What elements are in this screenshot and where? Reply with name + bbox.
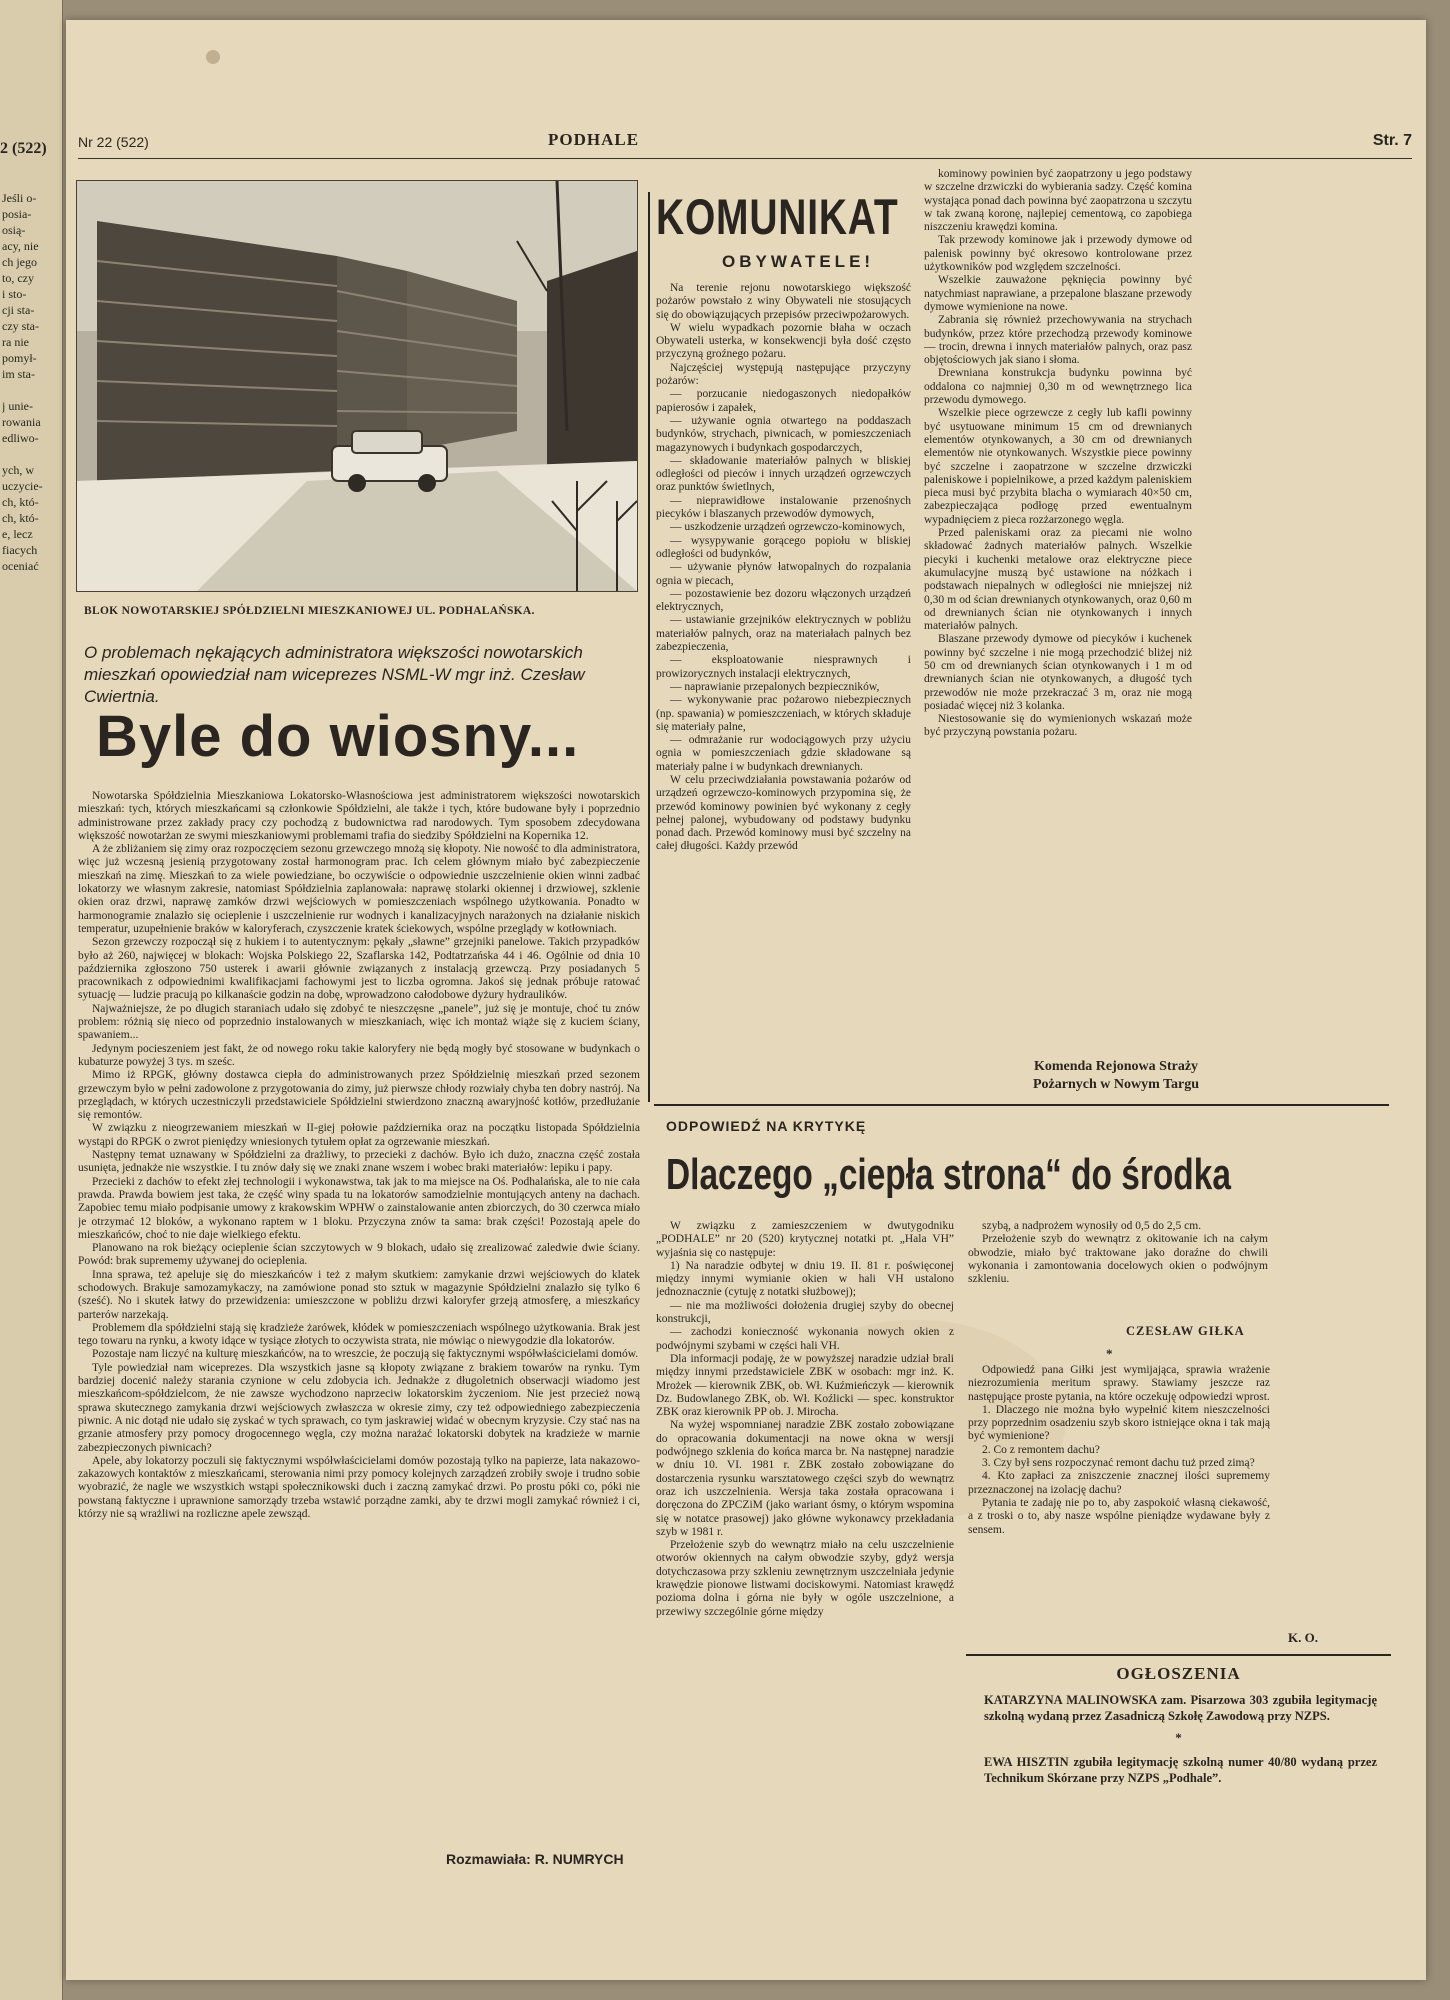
previous-page-line: posia- (2, 207, 32, 221)
previous-page-line: j unie- (2, 399, 33, 413)
krytyka-author: CZESŁAW GIŁKA (1126, 1324, 1245, 1338)
paragraph: Blaszane przewody dymowe od piecyków i kuchenek powinny być szczelne i nie mogą przechodzić bliżej niż 50 cm od drewnianych ścian otynkowanych i 1 m od drewnianych ścian nie otynkowanych, a długość tych przewodów nie może przekraczać 3 m, oraz nie mogą posiadać więcej niż 3 kolanka. (924, 633, 1192, 712)
komunikat-column-1 (656, 282, 911, 1102)
paragraph: 3. Czy był sens rozpoczynać remont dachu tuż przed zimą? (982, 1457, 1255, 1470)
section-label-krytyka: ODPOWIEDŹ NA KRYTYKĘ (666, 1118, 867, 1134)
paragraph: Jedynym pocieszeniem jest fakt, że od nowego roku takie kaloryfery nie będą mogły być stosowane w budynkach o kubaturze powyżej 3 tys. m sześc. (78, 1042, 640, 1068)
paragraph: Przełożenie szyb do wewnątrz z okitowanie ich na całym obwodzie, miało być traktowane jako doraźne do chwili wykonania i zamontowania docelowych okien o podwójnym szkleniu. (968, 1233, 1268, 1286)
paragraph: — ustawianie grzejników elektrycznych w pobliżu materiałów palnych, oraz na materiałach palnych bez zabezpieczenia, (656, 614, 911, 654)
krytyka-column-2 (968, 1220, 1268, 1320)
paragraph: W celu przeciwdziałania powstawania pożarów od urządzeń ogrzewczo-kominowych przypomina się, że przewód kominowy powinien być wykonany z cegły pełnej palonej, wybudowany od podstawy budynku ponad dach. Przewód kominowy musi być szczelny na całej długości. Każdy przewód (656, 773, 911, 853)
ad-item: EWA HISZTIN zgubiła legitymację szkolną numer 40/80 wydaną przez Technikum Skórzane przy NZPS „Podhale”. (984, 1755, 1377, 1785)
previous-page-line: pomył- (2, 351, 37, 365)
paragraph: Przecieki z dachów to efekt złej technologii i wykonawstwa, tak jak to ma miejsce na Oś. Podhalańska, ale to nie cała prawda. Prawda bowiem jest taka, że część winy spada tu na lokatorów samodzielnie montujących anteny na dachach. Zapobiec temu miało podpisanie umowy z krakowskim WPHW o zainstalowanie anten zbiorczych, do 30 czerwca miało je otrzymać 12 bloków, a wykonano raptem w 1 bloku. Przyczyna znów ta sama: brak części! Pozostają apele do mieszkańców, choć to nie daje wielkiego efektu. (78, 1175, 640, 1241)
paragraph: Na terenie rejonu nowotarskiego większość pożarów powstało z winy Obywateli nie stosujących się do obowiązujących przepisów przeciwpożarowych. (656, 282, 911, 321)
paragraph: — naprawianie przepalonych bezpieczników, (670, 680, 880, 693)
previous-page-line: edliwo- (2, 431, 39, 445)
star-separator: * (1106, 1346, 1113, 1361)
paragraph: Tyle powiedział nam wiceprezes. Dla wszystkich jasne są kłopoty związane z brakiem towarów na rynku. Tym bardziej docenić należy starania czynione w celu zdobycia ich. Jednakże z długoletnich obserwacji wiadomo jest mieszkańcom-spółdzielcom, że nie zawsze wychodzono naprzeciw lokatorskim życzeniom. Nie jest przecież nową sprawa skutecznego zamykania drzwi wejściowych zwłaszcza w okresie zimy, czy też odpowiedniego zabezpieczenia piwnic. A nic dotąd nie udało się zyskać w tych sprawach, co tym jaskrawiej widać w obecnym kryzysie. Czy stać nas na grzanie atmosfery przy pomocy drogocennego węgla, czy można narażać lokatorski dobytek na kradzieże w marnie zabezpieczonych piwnicach? (78, 1361, 640, 1454)
paragraph: kominowy powinien być zaopatrzony u jego podstawy w szczelne drzwiczki do wybierania sadzy. Część komina wystająca ponad dach powinna być zaopatrzona u szczytu w tak zwaną koronę, najlepiej cementową, co zapobiega niszczeniu krawędzi komina. (924, 168, 1192, 234)
previous-page-text (2, 190, 60, 574)
previous-page-line: ych, w (2, 463, 34, 477)
previous-page-line: to, czy (2, 271, 34, 285)
previous-page-line: fiacych (2, 543, 38, 557)
previous-page-line (2, 446, 60, 462)
paragraph: Najważniejsze, że po długich staraniach udało się zdobyć te nieszczęsne „panele”, już się je montuje, choć tu znów problem: różnią się nieco od poprzednio instalowanych w mieszkaniach, więc ich montaż wiąże się z kuciem ściany, spawaniem... (78, 1002, 640, 1042)
komunikat-signature-line-2: Pożarnych w Nowym Targu (1032, 1077, 1200, 1092)
article-signature: Rozmawiała: R. NUMRYCH (446, 1851, 624, 1867)
paragraph: Wszelkie piece ogrzewcze z cegły lub kafli powinny być usytuowane minimum 15 cm od drewnianych elementów otynkowanych, a 30 cm od drewnianych elementów nie otynkowanych. Wszystkie piece powinny być szczelne i zaopatrzone w szczelne drzwiczki paleniskowe i popielnikowe, a przed każdym paleniskiem pieca musi być przybita blacha o wymiarach 40×50 cm, zabezpieczająca podłogę przed ewentualnym wypadnięciem z pieca rozżarzonego węgla. (924, 407, 1192, 526)
article-headline-ciepla-strona: Dlaczego „ciepła strona“ do środka (666, 1150, 1231, 1199)
star-separator: * (1175, 1730, 1182, 1745)
paragraph: Pytania te zadaję nie po to, aby zaspokoić własną ciekawość, a z troski o to, aby nasze wspólne pieniądze wydawane były z sensem. (968, 1496, 1270, 1536)
paragraph: — pozostawienie bez dozoru włączonych urządzeń elektrycznych, (656, 587, 911, 614)
paragraph: Niestosowanie się do wymienionych wskazań może być przyczyną powstania pożaru. (924, 713, 1192, 739)
paragraph: — nieprawidłowe instalowanie przenośnych piecyków i blaszanych przewodów dymowych, (656, 494, 911, 521)
paragraph: Mimo iż RPGK, główny dostawca ciepła do administrowanych przez Spółdzielnię mieszkań przed sezonem grzewczym było w pełni zadowolone z przygotowania do zimy, już pierwsze chłody rozwiały chyba ten dobry nastrój. Na przeglądach, w których uczestniczyli przedstawiciele Spółdzielni stwierdzono znaczną awaryjność kotłów, przedłużanie się remontów. (78, 1069, 640, 1122)
paragraph: W wielu wypadkach pozornie błaha w oczach Obywateli usterka, w konsekwencji była dość często przyczyną groźnego pożaru. (656, 321, 911, 361)
paragraph: Planowano na rok bieżący ocieplenie ścian szczytowych w 9 blokach, udało się zrealizować zaledwie dwie ściany. Powód: brak suprememy używanej do ocieplenia. (78, 1242, 640, 1268)
paragraph: 2. Co z remontem dachu? (982, 1443, 1100, 1456)
previous-page-line: ch, któ- (2, 511, 39, 525)
previous-page-line: osią- (2, 223, 26, 237)
previous-page-line: oceniać (2, 559, 39, 573)
paragraph: A że zbliżaniem się zimy oraz rozpoczęciem sezonu grzewczego mnożą się kłopoty. Nie nowość to dla administratora, więc już wczesną jesienią przygotowany został harmonogram prac. Ich celem głównym miało być zabezpieczenie mieszkań na zimę. Mieszkań to za wiele powiedziane, bo oczywiście o odpowiednie uszczelnienie okien winni zadbać lokatorzy we własnym zakresie, natomiast Spółdzielnia zaplanowała: naprawę stolarki okiennej i drzwiowej, szklenie okien oraz drzwi, naprawę zamków drzwi wejściowych w pomieszczeniach wspólnego użytkowania. Ponadto w harmonogramie znalazło się ocieplenie i uszczelnienie rur wodnych i kanalizacyjnych narażonych na działanie niskich temperatur, uzupełnienie braków w kaloryferach, czyszczenie kratek ściekowych, wspólne przeglądy w kotłowniach. (78, 843, 640, 935)
paragraph: Inna sprawa, też apeluje się do mieszkańców i też z małym skutkiem: zamykanie drzwi wejściowych do klatek schodowych. Brakuje samozamykaczy, na zamówione ponad sto sztuk w magazynie Spółdzielni znalazło się tylko 6 (sześć). No i skutek łatwy do przewidzenia: umieszczone w pobliżu drzwi kaloryfer grzeją atmosferę, a mieszkańcy parterów narzekają. (78, 1268, 640, 1321)
komunikat-signature-line-1: Komenda Rejonowa Straży (1033, 1059, 1199, 1074)
paragraph: 4. Kto zapłaci za zniszczenie znacznej ilości suprememy przeznaczonej na izolację dachu? (968, 1470, 1270, 1496)
article-lead: O problemach nękających administratora większości nowotarskich mieszkań opowiedział nam wiceprezes NSML-W mgr inż. Czesław Cwiertnia. (84, 643, 585, 706)
previous-page-issue: 2 (522) (0, 140, 47, 157)
ads-box (966, 1654, 1391, 1856)
paragraph: W związku z nieogrzewaniem mieszkań w II-giej połowie października oraz na początku listopada Spółdzielnia wystąpi do RPGK o zwrot pieniędzy wniesionych tytułem opłat za ogrzewanie mieszkań. (78, 1122, 640, 1148)
section-divider (654, 1104, 1389, 1106)
page-number: Str. 7 (1372, 132, 1412, 149)
paragraph: — eksploatowanie niesprawnych i prowizorycznych instalacji elektrycznych, (656, 654, 911, 680)
paragraph: — nie ma możliwości dołożenia drugiej szyby do obecnej konstrukcji, (656, 1299, 954, 1326)
paragraph: szybą, a nadprożem wynosiły od 0,5 do 2,5 cm. (982, 1220, 1202, 1232)
previous-page-line: ch, któ- (2, 495, 39, 509)
newspaper-title: PODHALE (548, 130, 640, 149)
previous-page-line: uczycie- (2, 479, 43, 493)
komunikat-signature (986, 1058, 1246, 1094)
previous-page-line: e, lecz (2, 527, 33, 541)
previous-page-line (2, 382, 60, 398)
newspaper-page (66, 20, 1426, 1980)
paragraph: Pozostaje nam liczyć na kulturę mieszkańców, na to wreszcie, że poczują się faktycznymi współwłaścicielami domów. (92, 1348, 639, 1361)
paragraph: Nowotarska Spółdzielnia Mieszkaniowa Lokatorsko-Własnościowa jest administratorem większości nowotarskich mieszkań: tych, których mieszkańcami są członkowie Spółdzielni, ale także i tych, które budowane były i poprzednio administrowane przez zakłady pracy czy pochodzą z budownictwa rad narodowych. Tym sposobem zdecydowana większość nowotarżan ze swymi mieszkaniowymi problemami trafia do siedziby Spółdzielni na Kopernika 12. (78, 790, 640, 842)
previous-page-line: im sta- (2, 367, 35, 381)
previous-page-line: ch jego (2, 255, 37, 269)
paragraph: 1) Na naradzie odbytej w dniu 19. II. 81 r. poświęconej między innymi wymianie okien w hali VH ustalono jednoznacznie (cytuję z notatki służbowej); (656, 1259, 954, 1299)
paragraph: Przełożenie szyb do wewnątrz miało na celu uszczelnienie otworów okiennych na całym obwodzie szyby, gdyż wersja dotychczasowa przy szkleniu zewnętrznym uszczelniała jedynie krawędzie pionowe listwami dociskowymi. Natomiast krawędź pozioma dolna i górna nie były w ogóle uszczelnione, a przewiwy szczególnie górne między (656, 1539, 954, 1618)
previous-page-line: ra nie (2, 335, 29, 349)
paragraph: Odpowiedź pana Giłki jest wymijająca, sprawia wrażenie niezrozumienia meritum sprawy. Stawiamy jeszcze raz następujące proste pytania, na które oczekuję odpowiedzi wprost. (968, 1364, 1270, 1403)
photo-apartment-block (76, 180, 638, 592)
paragraph: Tak przewody kominowe jak i przewody dymowe od palenisk powinny być okresowo kontrolowane przez użytkowników pod względem szczelności. (924, 234, 1192, 274)
paragraph: Drewniana konstrukcja budynku powinna być oddalona co najmniej 0,30 m od wewnętrznego lica przewodu dymowego. (924, 367, 1192, 407)
article-body-byle-do-wiosny (78, 790, 640, 1848)
paragraph: — uszkodzenie urządzeń ogrzewczo-kominowych, (670, 521, 906, 534)
reply-initials: K. O. (1288, 1630, 1318, 1645)
paragraph: — zachodzi konieczność wykonania nowych okien z podwójnymi szybami w części hali VH. (656, 1326, 954, 1352)
komunikat-column-2 (924, 168, 1192, 1056)
paragraph: Wszelkie zauważone pęknięcia powinny być natychmiast naprawiane, a przepalone blaszane przewody dymowe wymienione na nowe. (924, 274, 1192, 313)
paragraph: Zabrania się również przechowywania na strychach budynków, przez które przechodzą przewody kominowe — trocin, drewna i innych materiałów palnych, oraz pasz objętościowych jak siano i słoma. (924, 314, 1192, 367)
paragraph: Dla informacji podaję, że w powyższej naradzie udział brali między innymi przedstawiciele ZBK w osobach: mgr inż. K. Mrożek — kierownik ZBK, ob. Wł. Kuźmieńczyk — kierownik Dz. Budowlanego ZBK, ob. Wł. Koźlicki — spec. konstruktor ZBK oraz kierownik PP ob. J. Mirocha. (656, 1352, 954, 1419)
running-header (78, 128, 1412, 159)
paragraph: W związku z zamieszczeniem w dwutygodniku „PODHALE” nr 20 (520) krytycznej notatki pt. „Hala VH” wyjaśnia się co następuje: (656, 1220, 954, 1259)
paragraph: — porzucanie niedogaszonych niedopałków papierosów i zapałek, (656, 388, 911, 414)
paragraph: Sezon grzewczy rozpoczął się z hukiem i to autentycznym: pękały „sławne” grzejniki panelowe. Takich przypadków było aż 260, najwięcej w blokach: Wojska Polskiego 22, Szaflarska 142, Podtatrzańska 44 i 46. Ogólnie od dnia 10 października zgłoszono 750 usterek i awarii głównie związanych z instalacją grzewczą. Przy posiadanych 5 pracownikach z odpowiednimi kwalifikacjami fachowymi jest to liczba ogromna. Jakoś się jednak próbuje ratować sytuację — ludzie pracują po kilkanaście godzin na dobę, wprowadzono całodobowe dyżury hydraulików. (78, 936, 640, 1002)
krytyka-reply (968, 1364, 1270, 1626)
previous-page-line: Jeśli o- (2, 191, 37, 205)
paragraph: Problemem dla spółdzielni stają się kradzieże żarówek, kłódek w pomieszczeniach wspólnego użytkowania. Brak jest tego towaru na rynku, a kwoty idące w tysiące złotych to oczywista strata, nie mówiąc o niewygodzie dla lokatorów. (78, 1321, 640, 1348)
previous-page-line: i sto- (2, 287, 27, 301)
photo-caption: BLOK NOWOTARSKIEJ SPÓŁDZIELNI MIESZKANIOWEJ UL. PODHALAŃSKA. (84, 605, 535, 617)
paragraph: — używanie płynów łatwopalnych do rozpalania ognia w piecach, (656, 561, 911, 587)
previous-page-edge (0, 0, 63, 2000)
previous-page-line: acy, nie (2, 239, 39, 253)
previous-page-line: cji sta- (2, 303, 35, 317)
column-rule (648, 192, 650, 1102)
previous-page-line: czy sta- (2, 319, 39, 333)
paragraph: Przed paleniskami oraz za piecami nie wolno składować żadnych materiałów palnych. Wszelkie piecyki i kuchenki metalowe oraz elektryczne piece akumulacyjne muszą być ustawione na nóżkach i podstawach niepalnych w odległości nie mniejszej niż 0,30 m od ścian drewnianych otynkowanych, oraz 0,60 m od drewnianych ścian nie otynkowanych i innych materiałów palnych. (924, 527, 1192, 633)
paragraph: — odmrażanie rur wodociągowych przy użyciu ognia w pomieszczeniach gdzie składowane są materiały palne i w budynkach drewnianych. (656, 734, 911, 773)
paragraph: — używanie ognia otwartego na poddaszach budynków, strychach, piwnicach, w pomieszczeniach magazynowych i budynkach gospodarczych, (656, 414, 911, 454)
paragraph: Najczęściej występują następujące przyczyny pożarów: (656, 361, 911, 388)
paragraph: Apele, aby lokatorzy poczuli się faktycznymi współwłaścicielami domów pozostają tylko na papierze, lata nakazowo-zakazowych kontaktów z mieszkańcami, sterowania nimi przy pomocy kolejnych zarządzeń zrobiły swoje i trudno sobie wyobrazić, że nagle we wszystkich wstąpi społecznikowski duch i zaczną zamykać drzwi. Po prostu póki co, póki nie powstaną faktyczne i uprawnione samorządy trzeba wstawić porządne zamki, aby te drzwi mogli zamykać również i ci, którzy nie są wrażliwi na rozliczne apele zewsząd. (78, 1454, 640, 1521)
article-headline-byle-do-wiosny: Byle do wiosny... (96, 704, 580, 769)
komunikat-title: KOMUNIKAT (656, 189, 899, 245)
paragraph: — wysypywanie gorącego popiołu w bliskiej odległości od budynków, (656, 534, 911, 560)
paragraph: — wykonywanie prac pożarowo niebezpiecznych (np. spawania) w pomieszczeniach, w których składuje się materiały palne, (656, 694, 911, 733)
komunikat-subtitle: OBYWATELE! (722, 252, 875, 271)
issue-number: Nr 22 (522) (78, 134, 149, 150)
previous-page-line: rowania (2, 415, 41, 429)
paragraph: 1. Dlaczego nie można było wypełnić kitem nieszczelności przy poprzednim osadzeniu szyb skoro istniejące okna i tak mają być wymienione? (968, 1403, 1270, 1443)
ad-item: KATARZYNA MALINOWSKA zam. Pisarzowa 303 zgubiła legitymację szkolną wydaną przez Zasadniczą Szkołę Zawodową przy NZPS. (984, 1693, 1377, 1723)
paragraph: Następny temat uznawany w Spółdzielni za drażliwy, to przecieki z dachów. Było ich dużo, znaczna część została usunięta, jednakże nie wszystkie. I tu znów dały się we znaki znane wszem i wobec braki materiałów: lepiku i papy. (78, 1149, 640, 1175)
krytyka-column-1 (656, 1220, 954, 1910)
paragraph: — składowanie materiałów palnych w bliskiej odległości od pieców i innych urządzeń ogrzewczych oraz punktów świetlnych, (656, 454, 911, 494)
paragraph: Na wyżej wspomnianej naradzie ZBK zostało zobowiązane do opracowania dokumentacji na nowe okna w wersji podwójnego szklenia do końca marca br. Na następnej naradzie w dniu 10. VI. 1981 r. ZBK zostało zobowiązane do dostarczenia rysunku warsztatowego części szyb do wewnątrz oraz ich uszczelnienia. Wersja taka została opracowana i doręczona do ZPCZiM (jako wariant ósmy, o którym wspomina się w notatce prasowej) jako główne wykonawcy przekładania szyb w 1981 r. (656, 1419, 954, 1538)
ads-title: OGŁOSZENIA (1116, 1664, 1241, 1683)
